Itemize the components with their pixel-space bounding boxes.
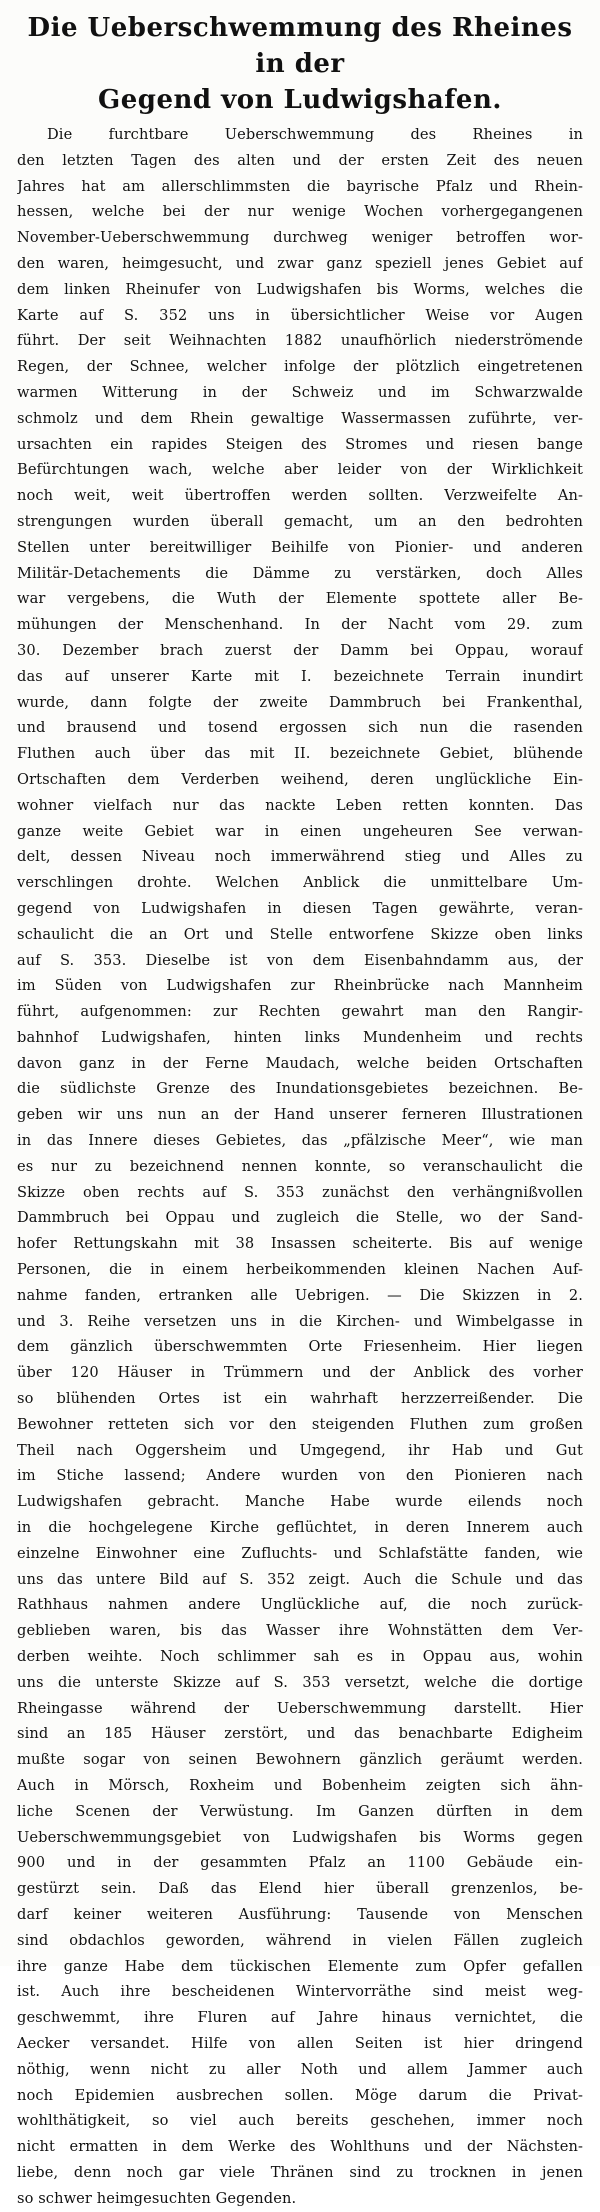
- article-body-line: bahnhof Ludwigshafen, hinten links Mundenheim und rechts: [17, 1028, 583, 1046]
- article-body-line: mußte sogar von seinen Bewohnern gänzlich geräumt werden.: [17, 1751, 583, 1769]
- article-body-line: Dammbruch bei Oppau und zugleich die Stelle, wo der Sand-: [17, 1209, 583, 1227]
- article-body-line: die südlichste Grenze des Inundationsgebietes bezeichnen. Be-: [17, 1080, 583, 1098]
- article-body-line: Befürchtungen wach, welche aber leider von der Wirklichkeit: [17, 461, 583, 479]
- article-body-line: Aecker versandet. Hilfe von allen Seiten ist hier dringend: [17, 2034, 583, 2052]
- article-body-line: liebe, denn noch gar viele Thränen sind zu trocknen in jenen: [17, 2163, 583, 2181]
- article-body-line: in das Innere dieses Gebietes, das „pfälzische Meer“, wie man: [17, 1132, 583, 1150]
- article-body-line: ihre ganze Habe dem tückischen Elemente zum Opfer gefallen: [17, 1957, 583, 1975]
- article-body-line: und brausend und tosend ergossen sich nun die rasenden: [17, 719, 583, 737]
- article-body-line: Karte auf S. 352 uns in übersichtlicher Weise vor Augen: [17, 306, 583, 324]
- article-body-line: noch Epidemien ausbrechen sollen. Möge darum die Privat-: [17, 2086, 583, 2104]
- article-body-line: Regen, der Schnee, welcher infolge der plötzlich eingetretenen: [17, 358, 583, 376]
- article-body-line: 900 und in der gesammten Pfalz an 1100 Gebäude ein-: [17, 1854, 583, 1872]
- article-body-line: war vergebens, die Wuth der Elemente spottete aller Be-: [17, 590, 583, 608]
- article-body-line: und 3. Reihe versetzen uns in die Kirchen- und Wimbelgasse in: [17, 1312, 583, 1330]
- article-body-line: mühungen der Menschenhand. In der Nacht vom 29. zum: [17, 616, 583, 634]
- article-body-line: auf S. 353. Dieselbe ist von dem Eisenbahndamm aus, der: [17, 951, 583, 969]
- article-body-line: in die hochgelegene Kirche geflüchtet, in deren Innerem auch: [17, 1519, 583, 1537]
- article-body-line: derben weihte. Noch schlimmer sah es in Oppau aus, wohin: [17, 1648, 583, 1666]
- article-body-line: sind obdachlos geworden, während in vielen Fällen zugleich: [17, 1931, 583, 1949]
- article-body-line: liche Scenen der Verwüstung. Im Ganzen dürften in dem: [17, 1802, 583, 1820]
- article-body-line: führt. Der seit Weihnachten 1882 unaufhörlich niederströmende: [17, 332, 583, 350]
- article-body-line: warmen Witterung in der Schweiz und im Schwarzwalde: [17, 383, 583, 401]
- article-body-line: gegend von Ludwigshafen in diesen Tagen gewährte, veran-: [17, 899, 583, 917]
- article-body-line: sind an 185 Häuser zerstört, und das benachbarte Edigheim: [17, 1725, 583, 1743]
- article-body-line: Bewohner retteten sich vor den steigenden Fluthen zum großen: [17, 1415, 583, 1433]
- article-body-line: geben wir uns nun an der Hand unserer ferneren Illustrationen: [17, 1106, 583, 1124]
- article-body-line: dem gänzlich überschwemmten Orte Friesenheim. Hier liegen: [17, 1338, 583, 1356]
- article-body-line: hofer Rettungskahn mit 38 Insassen scheiterte. Bis auf wenige: [17, 1235, 583, 1253]
- article-body-line: noch weit, weit übertroffen werden sollten. Verzweifelte An-: [17, 487, 583, 505]
- article-body-line: Skizze oben rechts auf S. 353 zunächst den verhängnißvollen: [17, 1183, 583, 1201]
- article-body-line: Stellen unter bereitwilliger Beihilfe von Pionier- und anderen: [17, 538, 583, 556]
- article-body-line: delt, dessen Niveau noch immerwährend stieg und Alles zu: [17, 848, 583, 866]
- article-body-line: im Süden von Ludwigshafen zur Rheinbrücke nach Mannheim: [17, 977, 583, 995]
- article-body-line: gestürzt sein. Daß das Elend hier überall grenzenlos, be-: [17, 1880, 583, 1898]
- article-body-line: Ortschaften dem Verderben weihend, deren unglückliche Ein-: [17, 770, 583, 788]
- article-body-line: uns die unterste Skizze auf S. 353 versetzt, welche die dortige: [17, 1673, 583, 1691]
- article-body-line: Fluthen auch über das mit II. bezeichnete Gebiet, blühende: [17, 745, 583, 763]
- article-body-line: führt, aufgenommen: zur Rechten gewahrt man den Rangir-: [17, 1003, 583, 1021]
- article-body-line: hessen, welche bei der nur wenige Wochen vorhergegangenen: [17, 203, 583, 221]
- article-body-line: Auch in Mörsch, Roxheim und Bobenheim zeigten sich ähn-: [17, 1777, 583, 1794]
- article-body-line: Jahres hat am allerschlimmsten die bayrische Pfalz und Rhein-: [17, 177, 583, 195]
- article-body-line: Personen, die in einem herbeikommenden kleinen Nachen Auf-: [17, 1261, 583, 1279]
- article-body-line: strengungen wurden überall gemacht, um an den bedrohten: [17, 512, 583, 530]
- article-body-line: davon ganz in der Ferne Maudach, welche beiden Ortschaften: [17, 1054, 583, 1072]
- article-body: [17, 122, 583, 2212]
- article-body-line: verschlingen drohte. Welchen Anblick die unmittelbare Um-: [17, 874, 583, 892]
- article-body-line: Ueberschwemmungsgebiet von Ludwigshafen bis Worms gegen: [17, 1828, 583, 1846]
- article-body-line: ist. Auch ihre bescheidenen Wintervorräthe sind meist weg-: [17, 1983, 583, 2001]
- article-body-line: November-Ueberschwemmung durchweg weniger betroffen wor-: [17, 229, 583, 247]
- article-body-line: den letzten Tagen des alten und der ersten Zeit des neuen: [17, 151, 583, 169]
- article-title-line-2: Gegend von Ludwigshafen.: [98, 85, 502, 115]
- article-body-line: geschwemmt, ihre Fluren auf Jahre hinaus vernichtet, die: [17, 2009, 583, 2027]
- article-body-line: das auf unserer Karte mit I. bezeichnete Terrain inundirt: [17, 667, 583, 685]
- article-body-line: schmolz und dem Rhein gewaltige Wassermassen zuführte, ver-: [17, 409, 583, 427]
- article-body-line: darf keiner weiteren Ausführung: Tausende von Menschen: [17, 1905, 583, 1923]
- article-body-line: schaulicht die an Ort und Stelle entworfene Skizze oben links: [17, 925, 583, 943]
- article-body-line: Die furchtbare Ueberschwemmung des Rheines in: [47, 126, 583, 143]
- article-body-line: so schwer heimgesuchten Gegenden.: [17, 2189, 297, 2207]
- article-body-line: Theil nach Oggersheim und Umgegend, ihr Hab und Gut: [17, 1441, 583, 1459]
- article-body-line: wohlthätigkeit, so viel auch bereits geschehen, immer noch: [17, 2112, 583, 2130]
- article-body-line: Rheingasse während der Ueberschwemmung darstellt. Hier: [17, 1699, 583, 1717]
- article-body-line: nahme fanden, ertranken alle Uebrigen. — Die Skizzen in 2.: [17, 1286, 583, 1304]
- article-body-line: uns das untere Bild auf S. 352 zeigt. Auch die Schule und das: [17, 1570, 583, 1588]
- article-body-line: so blühenden Ortes ist ein wahrhaft herzzerreißender. Die: [17, 1390, 583, 1408]
- article-body-line: wohner vielfach nur das nackte Leben retten konnten. Das: [17, 796, 583, 814]
- article-body-line: wurde, dann folgte der zweite Dammbruch bei Frankenthal,: [17, 693, 583, 711]
- article-body-line: ganze weite Gebiet war in einen ungeheuren See verwan-: [17, 822, 583, 840]
- article-body-line: Rathhaus nahmen andere Unglückliche auf, die noch zurück-: [17, 1596, 583, 1614]
- article-body-line: nöthig, wenn nicht zu aller Noth und allem Jammer auch: [17, 2060, 583, 2078]
- article-body-line: es nur zu bezeichnend nennen konnte, so veranschaulicht die: [17, 1157, 583, 1175]
- article-body-line: über 120 Häuser in Trümmern und der Anblick des vorher: [17, 1364, 583, 1382]
- article-body-line: Ludwigshafen gebracht. Manche Habe wurde eilends noch: [17, 1493, 583, 1511]
- article-body-line: dem linken Rheinufer von Ludwigshafen bis Worms, welches die: [17, 280, 583, 298]
- article-body-line: geblieben waren, bis das Wasser ihre Wohnstätten dem Ver-: [17, 1622, 583, 1640]
- article-body-line: Militär-Detachements die Dämme zu verstärken, doch Alles: [17, 564, 583, 582]
- article-body-line: im Stiche lassend; Andere wurden von den Pionieren nach: [17, 1467, 583, 1485]
- article-title-line-1: Die Ueberschwemmung des Rheines in der: [27, 13, 573, 79]
- article-body-line: nicht ermatten in dem Werke des Wohlthuns und der Nächsten-: [17, 2138, 583, 2156]
- article-body-line: ursachten ein rapides Steigen des Stromes und riesen bange: [17, 435, 583, 453]
- article-body-line: 30. Dezember brach zuerst der Damm bei Oppau, worauf: [17, 641, 583, 659]
- article-body-line: einzelne Einwohner eine Zufluchts- und Schlafstätte fanden, wie: [17, 1544, 583, 1562]
- article-title: [14, 10, 586, 118]
- article-body-line: den waren, heimgesucht, und zwar ganz speziell jenes Gebiet auf: [17, 254, 583, 272]
